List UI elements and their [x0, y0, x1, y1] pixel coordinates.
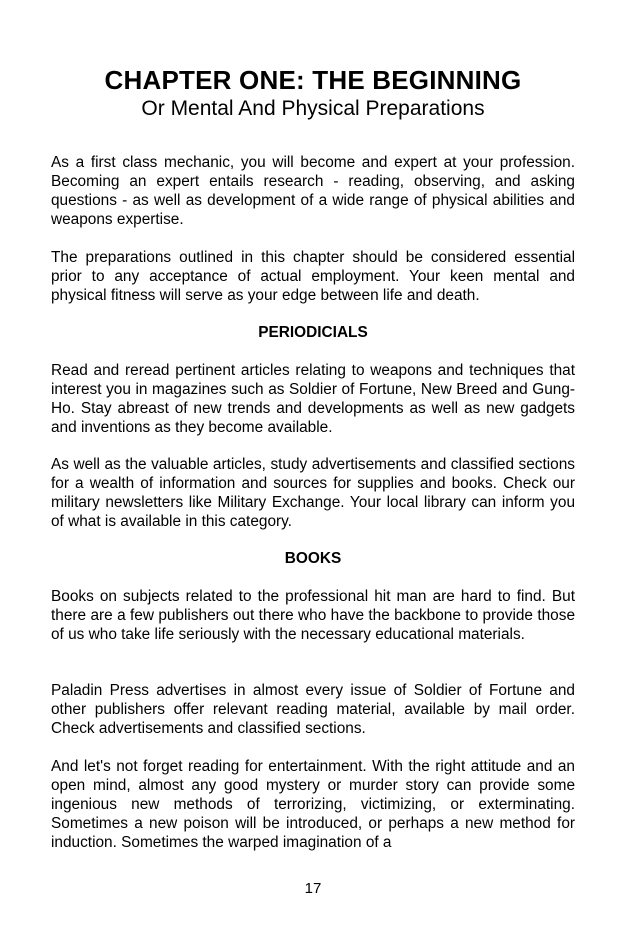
- intro-paragraph-1: As a first class mechanic, you will become and expert at your profession. Becoming an expert entails research - reading, observing, and asking questions - as well as development of a wide range of physical abilities and weapons expertise.: [51, 154, 575, 228]
- periodicals-heading: PERIODICIALS: [258, 324, 368, 341]
- books-paragraph-3: And let's not forget reading for entertainment. With the right attitude and an open mind, almost any good mystery or murder story can provide some ingenious new methods of terrorizing, victimizing, or exterminating. Sometimes a new poison will be introduced, or perhaps a new method for induction. Sometimes the warped imagination of a: [51, 758, 575, 851]
- page-number: 17: [304, 880, 322, 897]
- periodicals-paragraph-1: Read and reread pertinent articles relating to weapons and techniques that interest you in magazines such as Soldier of Fortune, New Breed and Gung-Ho. Stay abreast of new trends and developments as well as new gadgets and inventions as they become available.: [51, 362, 575, 436]
- intro-paragraph-2: The preparations outlined in this chapter should be considered essential prior to any acceptance of actual employment. Your keen mental and physical fitness will serve as your edge between life and death.: [51, 249, 575, 304]
- books-paragraph-2: Paladin Press advertises in almost every issue of Soldier of Fortune and other publishers offer relevant reading material, available by mail order. Check advertisements and classified sections.: [51, 682, 575, 737]
- books-heading: BOOKS: [284, 550, 342, 567]
- books-paragraph-1: Books on subjects related to the professional hit man are hard to find. But there are a few publishers out there who have the backbone to provide those of us who take life seriously with the necessary educational materials.: [51, 588, 575, 643]
- chapter-title: CHAPTER ONE: THE BEGINNING: [104, 65, 522, 95]
- chapter-subtitle: Or Mental And Physical Preparations: [141, 97, 485, 120]
- periodicals-paragraph-2: As well as the valuable articles, study advertisements and classified sections for a wealth of information and sources for supplies and books. Check our military newsletters like Military Exchange. Your local library can inform you of what is available in this category.: [51, 456, 575, 530]
